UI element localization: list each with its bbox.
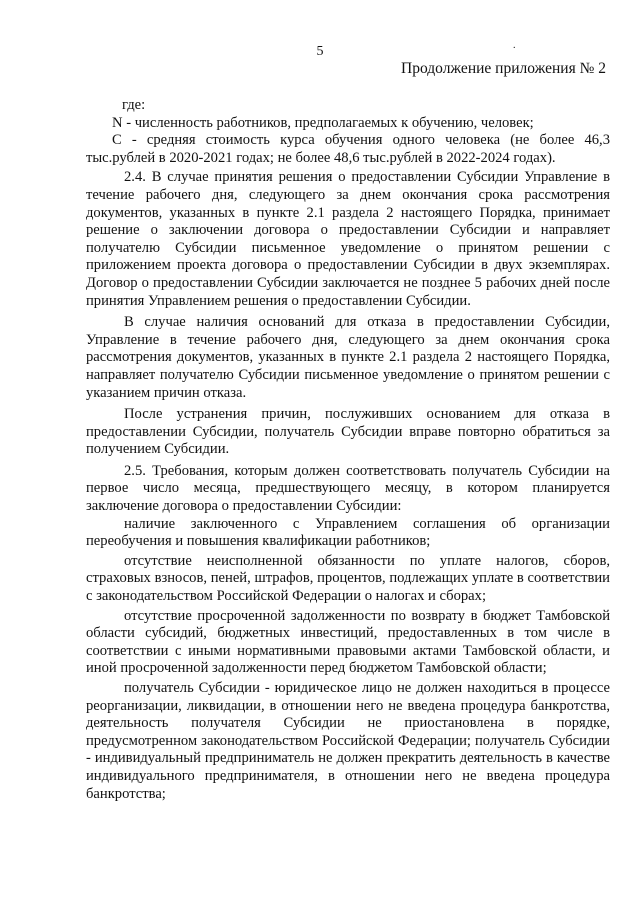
requirement-agreement: наличие заключенного с Управлением соглашения об организации переобучения и повышения квалификации работников; xyxy=(86,515,610,550)
paragraph-2-5: 2.5. Требования, которым должен соответствовать получатель Субсидии на первое число месяца, предшествующего месяцу, в котором планируется заключение договора о предоставлении Субсидии: xyxy=(86,462,610,515)
requirement-no-bankruptcy: получатель Субсидии - юридическое лицо не должен находиться в процессе реорганизации, ликвидации, в отношении него не введена процедура банкротства, деятельность получателя Субсидии не приостановлена в порядке, предусмотренном законодательством Российской Федерации; получатель Субсидии - индивидуальный предприниматель не должен прекратить деятельность в качестве индивидуального предпринимателя, в отношении него не введена процедура банкротства; xyxy=(86,680,610,802)
appendix-header: Продолжение приложения № 2 xyxy=(401,60,606,77)
paragraph-2-4-refusal: В случае наличия оснований для отказа в предоставлении Субсидии, Управление в течение рабочего дня, следующего за днем окончания срока рассмотрения документов, указанных в пункте 2.1 раздела 2 настоящего Порядка, направляет получателю Субсидии письменное уведомление о принятом решении с указанием причин отказа. xyxy=(86,314,610,401)
paragraph-where: где: xyxy=(122,97,146,113)
paragraph-c-definition: С - средняя стоимость курса обучения одного человека (не более 46,3 тыс.рублей в 2020-2021 годах; не более 48,6 тыс.рублей в 2022-2024 годах). xyxy=(86,132,610,166)
requirement-no-tax-debt: отсутствие неисполненной обязанности по уплате налогов, сборов, страховых взносов, пеней, штрафов, процентов, подлежащих уплате в соответствии с законодательством Российской Федерации о налогах и сборах; xyxy=(86,552,610,605)
paragraph-n-definition: N - численность работников, предполагаемых к обучению, человек; xyxy=(112,114,534,131)
requirement-no-budget-debt: отсутствие просроченной задолженности по возврату в бюджет Тамбовской области субсидий, бюджетных инвестиций, предоставленных в том числе в соответствии с иными нормативными правовыми актами Тамбовской области, и иной просроченной задолженности перед бюджетом Тамбовской области; xyxy=(86,607,610,677)
document-body xyxy=(86,97,610,803)
paragraph-2-4: 2.4. В случае принятия решения о предоставлении Субсидии Управление в течение рабочего дня, следующего за днем окончания срока рассмотрения документов, указанных в пункте 2.1 раздела 2 настоящего Порядка, принимает решение о заключении договора о предоставлении Субсидии и направляет получателю Субсидии письменное уведомление о принятом решении с приложением проекта договора о предоставлении Субсидии в двух экземплярах. Договор о предоставлении Субсидии заключается не позднее 5 рабочих дней после принятия Управлением решения о предоставлении Субсидии. xyxy=(86,169,610,309)
paragraph-2-4-reapply: После устранения причин, послуживших основанием для отказа в предоставлении Субсидии, получатель Субсидии вправе повторно обратиться за получением Субсидии. xyxy=(86,406,610,458)
page-number: 5 xyxy=(316,44,324,59)
page-mark: . xyxy=(513,40,516,51)
